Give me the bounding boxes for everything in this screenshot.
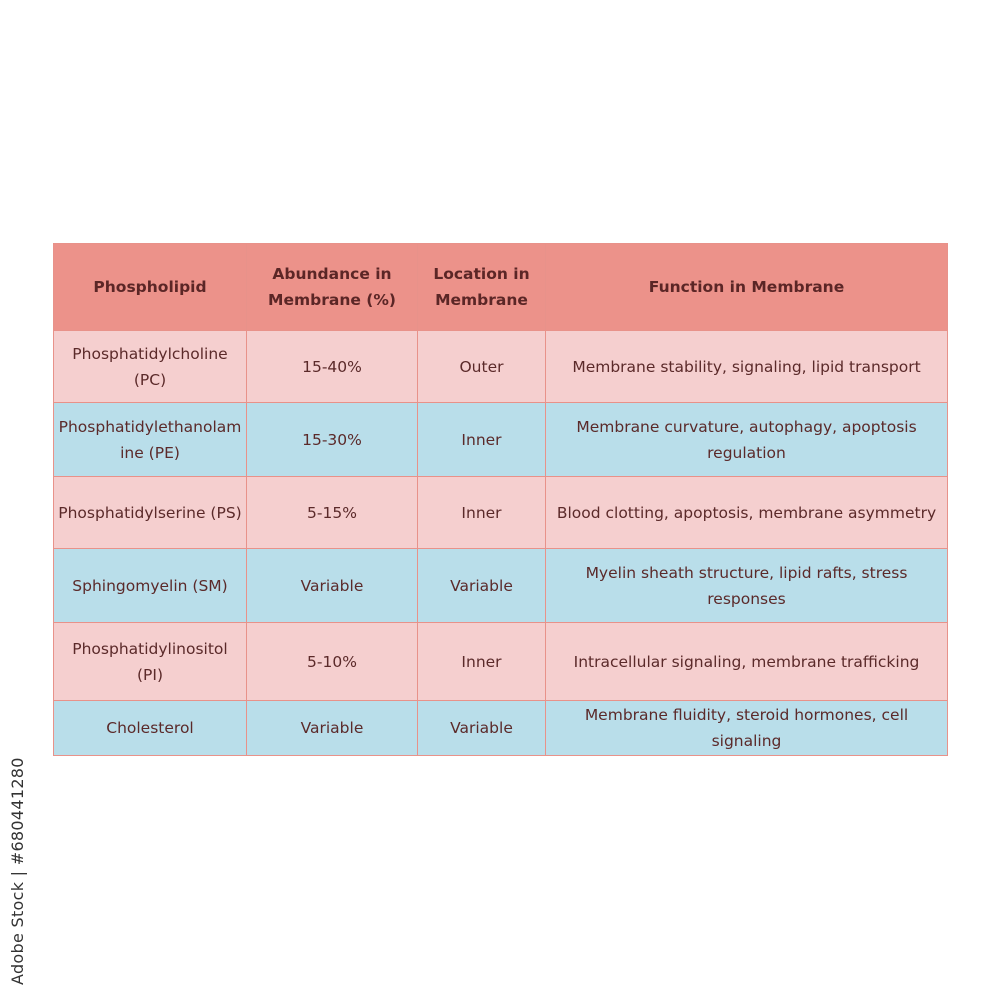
cell-name: Phosphatidylinositol (PI): [54, 623, 247, 701]
cell-location: Inner: [418, 403, 546, 477]
cell-function: Membrane fluidity, steroid hormones, cell signaling: [546, 701, 948, 756]
cell-location: Variable: [418, 701, 546, 756]
cell-abundance: Variable: [247, 549, 418, 623]
watermark-text: Adobe Stock | #680441280: [8, 757, 27, 985]
cell-location: Outer: [418, 331, 546, 403]
table-row: [54, 477, 948, 549]
table-row: [54, 701, 948, 756]
header-phospholipid: Phospholipid: [54, 244, 247, 331]
header-function: Function in Membrane: [546, 244, 948, 331]
cell-name: Phosphatidylethanolamine (PE): [54, 403, 247, 477]
cell-name: Sphingomyelin (SM): [54, 549, 247, 623]
cell-abundance: 15-40%: [247, 331, 418, 403]
cell-function: Blood clotting, apoptosis, membrane asymmetry: [546, 477, 948, 549]
cell-function: Intracellular signaling, membrane trafficking: [546, 623, 948, 701]
header-row: [54, 244, 948, 331]
cell-abundance: 15-30%: [247, 403, 418, 477]
phospholipid-table: [53, 243, 948, 756]
cell-location: Inner: [418, 477, 546, 549]
cell-name: Phosphatidylserine (PS): [54, 477, 247, 549]
cell-name: Phosphatidylcholine (PC): [54, 331, 247, 403]
cell-abundance: 5-10%: [247, 623, 418, 701]
cell-abundance: 5-15%: [247, 477, 418, 549]
cell-location: Variable: [418, 549, 546, 623]
cell-function: Myelin sheath structure, lipid rafts, stress responses: [546, 549, 948, 623]
header-abundance: Abundance in Membrane (%): [247, 244, 418, 331]
cell-function: Membrane stability, signaling, lipid transport: [546, 331, 948, 403]
cell-location: Inner: [418, 623, 546, 701]
table-row: [54, 403, 948, 477]
header-location: Location in Membrane: [418, 244, 546, 331]
table-row: [54, 331, 948, 403]
table-row: [54, 623, 948, 701]
table-row: [54, 549, 948, 623]
cell-function: Membrane curvature, autophagy, apoptosis regulation: [546, 403, 948, 477]
cell-name: Cholesterol: [54, 701, 247, 756]
cell-abundance: Variable: [247, 701, 418, 756]
